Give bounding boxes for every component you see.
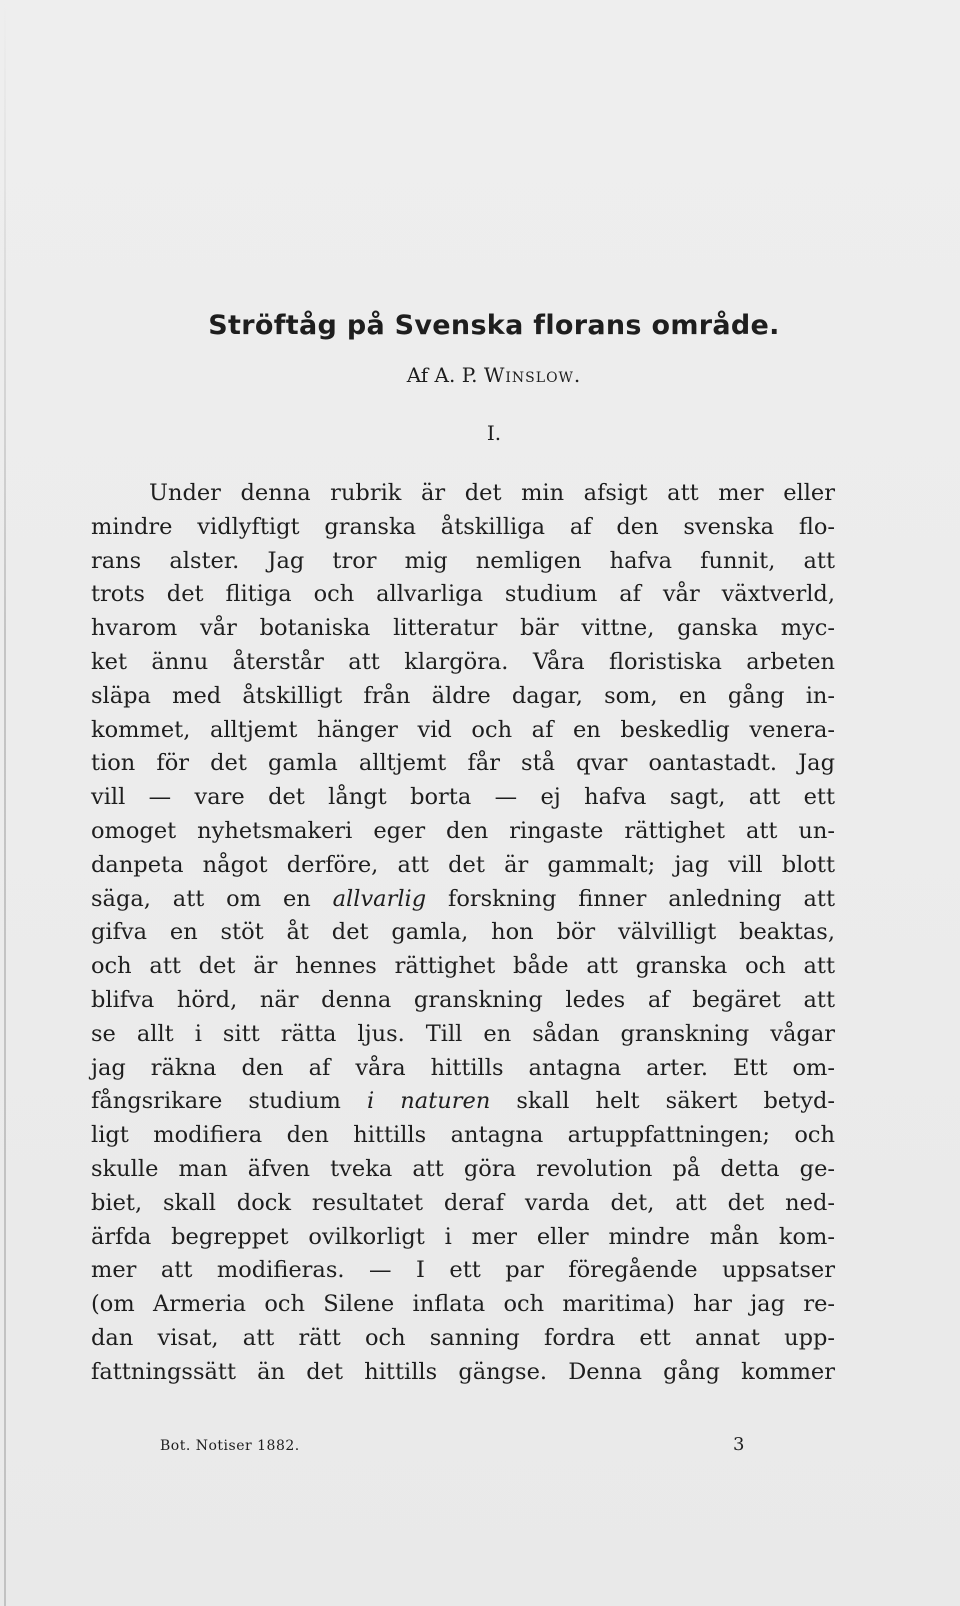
text-line: kommet, alltjemt hänger vid och af en beskedlig venera- bbox=[91, 716, 835, 743]
text-line: gifva en stöt åt det gamla, hon bör välvilligt beaktas, bbox=[91, 919, 835, 946]
page-edge bbox=[4, 0, 6, 1606]
text-line: fattningssätt än det hittills gängse. Denna gång kommer bbox=[91, 1358, 835, 1385]
text-segment: forskning finner anledning att bbox=[426, 885, 835, 912]
text-line: dan visat, att rätt och sanning fordra ett annat upp- bbox=[91, 1324, 835, 1351]
text-line: skulle man äfven tveka att göra revolution på detta ge- bbox=[91, 1155, 835, 1182]
footer-journal: Bot. Notiser 1882. bbox=[160, 1438, 300, 1454]
text-line: rans alster. Jag tror mig nemligen hafva funnit, att bbox=[91, 547, 835, 574]
emphasis-text: allvarlig bbox=[332, 885, 427, 912]
text-line-with-emphasis bbox=[91, 1085, 835, 1119]
text-line: mindre vidlyftigt granska åtskilliga af den svenska flo- bbox=[91, 513, 835, 540]
text-line: vill — vare det långt borta — ej hafva sagt, att ett bbox=[91, 784, 835, 811]
text-line: trots det flitiga och allvarliga studium af vår växtverld, bbox=[91, 581, 835, 608]
text-segment: fångsrikare studium bbox=[91, 1088, 367, 1115]
article-author bbox=[14, 363, 960, 387]
text-line: omoget nyhetsmakeri eger den ringaste rättighet att un- bbox=[91, 817, 835, 844]
author-prefix: Af A. P. bbox=[406, 363, 478, 387]
text-line: Under denna rubrik är det min afsigt att mer eller bbox=[149, 480, 835, 506]
text-line: ärfda begreppet ovilkorligt i mer eller mindre mån kom- bbox=[91, 1223, 835, 1250]
article-title: Ströftåg på Svenska florans område. bbox=[208, 310, 780, 341]
author-name: Winslow. bbox=[483, 363, 582, 387]
text-line: ligt modifiera den hittills antagna artuppfattningen; och bbox=[91, 1122, 835, 1149]
text-line: tion för det gamla alltjemt får stå qvar oantastadt. Jag bbox=[91, 750, 835, 777]
signature-mark: 3 bbox=[733, 1434, 745, 1455]
text-line: jag räkna den af våra hittills antagna arter. Ett om- bbox=[91, 1054, 835, 1081]
text-line: danpeta något derföre, att det är gammalt; jag vill blott bbox=[91, 851, 835, 878]
text-segment: skall helt säkert betyd- bbox=[490, 1088, 835, 1115]
text-line: och att det är hennes rättighet både att granska och att bbox=[91, 953, 835, 980]
text-line: se allt i sitt rätta ljus. Till en sådan granskning vågar bbox=[91, 1020, 835, 1047]
text-line: biet, skall dock resultatet deraf varda det, att det ned- bbox=[91, 1189, 835, 1216]
text-line: blifva hörd, när denna granskning ledes af begäret att bbox=[91, 986, 835, 1013]
text-line: släpa med åtskilligt från äldre dagar, som, en gång in- bbox=[91, 682, 835, 709]
text-segment: säga, att om en bbox=[91, 885, 333, 912]
body-text bbox=[91, 477, 835, 1390]
text-line: mer att modifieras. — I ett par föregående uppsatser bbox=[91, 1257, 835, 1284]
text-line-with-emphasis bbox=[91, 883, 835, 917]
text-line: ket ännu återstår att klargöra. Våra floristiska arbeten bbox=[91, 648, 835, 675]
emphasis-text: i naturen bbox=[367, 1088, 491, 1115]
text-line: hvarom vår botaniska litteratur bär vittne, ganska myc- bbox=[91, 615, 835, 642]
section-number: I. bbox=[486, 421, 502, 445]
text-line: (om Armeria och Silene inflata och maritima) har jag re- bbox=[91, 1291, 835, 1318]
